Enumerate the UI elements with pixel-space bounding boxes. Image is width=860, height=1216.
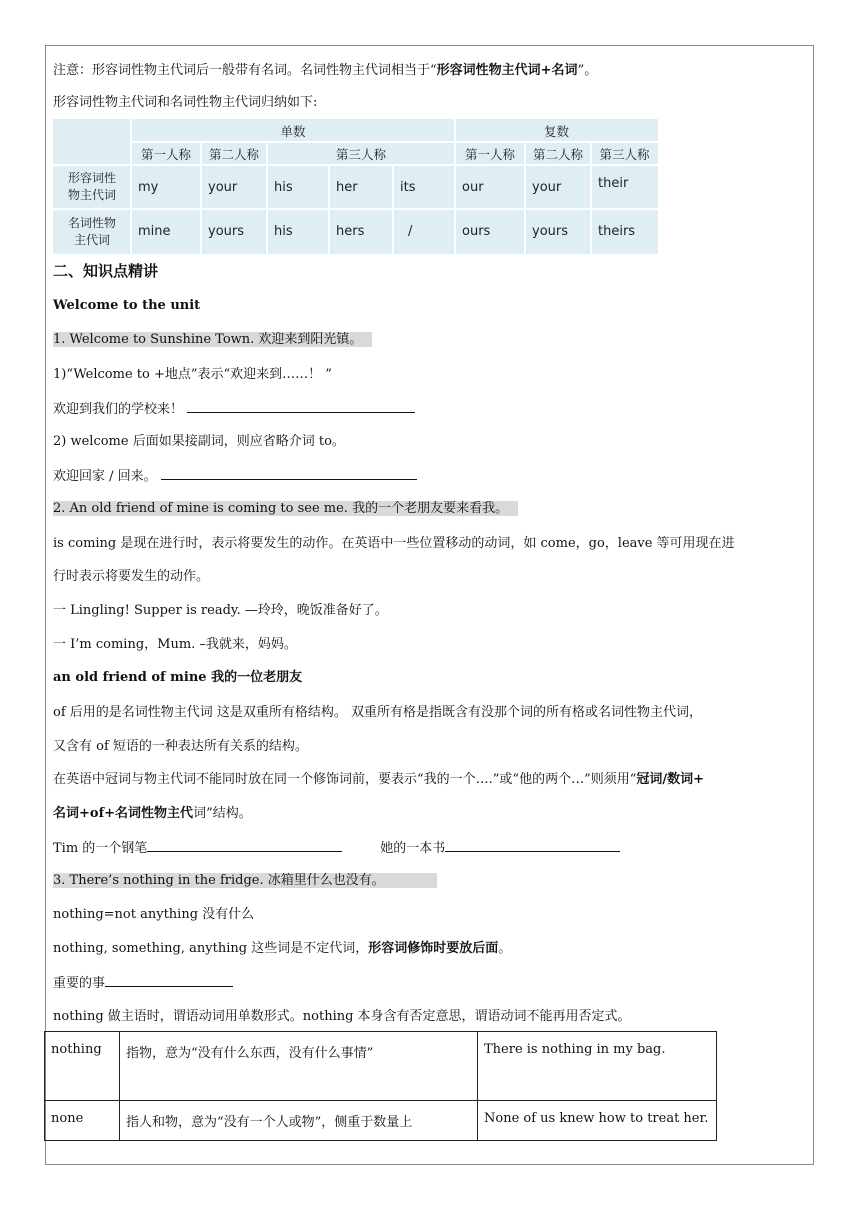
- noun-pronoun-cell: /: [408, 224, 413, 239]
- table-cell-word: none: [45, 1101, 120, 1141]
- exercise-3: Tim 的一个钢笔 她的一本书: [53, 839, 620, 858]
- item-3-point-3: nothing 做主语时，谓语动词用单数形式。nothing 本身含有否定意思，谓语动词不能再用否定式。: [53, 1009, 631, 1024]
- item-2-para-1b: 行时表示将要发生的动作。: [53, 569, 210, 584]
- row-label-noun: 名词性物主代词: [67, 215, 116, 247]
- item-1-point-2: 2) welcome 后面如果接副词，则应省略介词 to。: [53, 434, 345, 449]
- adj-pronoun-cell: my: [138, 179, 159, 195]
- item-2-para-2b: 又含有 of 短语的一种表达所有关系的结构。: [53, 739, 308, 754]
- grid-line: [200, 142, 202, 254]
- adj-pronoun-cell: their: [598, 175, 629, 191]
- answer-blank[interactable]: [147, 839, 342, 852]
- noun-pronoun-cell: yours: [532, 224, 569, 239]
- noun-pronoun-cell: theirs: [598, 224, 636, 239]
- item-3-point-2: nothing, something, anything 这些词是不定代词，形容词修饰时要放后面。: [53, 941, 512, 956]
- noun-pronoun-cell: mine: [138, 224, 171, 239]
- key-phrase: an old friend of mine 我的一位老朋友: [53, 670, 303, 685]
- item-2-para-3b: 名词+of+名词性物主代词”结构。: [53, 806, 252, 821]
- header-person: 第三人称: [335, 146, 386, 162]
- noun-pronoun-cell: hers: [336, 224, 365, 239]
- table-row: [45, 1032, 717, 1101]
- table-cell-example: There is nothing in my bag.: [478, 1032, 717, 1101]
- exercise-1: 欢迎到我们的学校来！: [53, 400, 415, 419]
- header-person: 第一人称: [464, 146, 515, 162]
- item-2-para-2a: of 后用的是名词性物主代词 这是双重所有格结构。 双重所有格是指既含有没那个词的所有格或名词性物主代词，: [53, 705, 703, 720]
- item-1-point-1: 1)“Welcome to +地点”表示“欢迎来到……！ ”: [53, 367, 332, 382]
- sentence-3: 3. There’s nothing in the fridge. 冰箱里什么也没有。: [53, 872, 437, 890]
- item-2-para-1a: is coming 是现在进行时，表示将要发生的动作。在英语中一些位置移动的动词，如 come，go，leave 等可用现在进: [53, 536, 735, 551]
- sentence-1: 1. Welcome to Sunshine Town. 欢迎来到阳光镇。: [53, 331, 372, 349]
- item-2-para-3a: 在英语中冠词与物主代词不能同时放在同一个修饰词前，要表示“我的一个….”或“他的两个…”则须用“冠词/数词+: [53, 772, 705, 787]
- note-line-1: 注意：形容词性物主代词后一般带有名词。名词性物主代词相当于“形容词性物主代词+名词”。: [53, 63, 598, 78]
- exercise-4: 重要的事: [53, 974, 233, 993]
- table-cell-meaning: 指人和物，意为“没有一个人或物”，侧重于数量上: [120, 1101, 478, 1141]
- possessive-pronoun-table: [53, 119, 658, 254]
- section-title: 二、知识点精讲: [53, 262, 159, 280]
- item-3-point-1: nothing=not anything 没有什么: [53, 907, 255, 922]
- unit-title: Welcome to the unit: [53, 298, 201, 313]
- note-line-2: 形容词性物主代词和名词性物主代词归纳如下:: [53, 95, 318, 110]
- adj-pronoun-cell: her: [336, 179, 358, 195]
- table-row: [45, 1101, 717, 1141]
- sentence-2: 2. An old friend of mine is coming to see me. 我的一个老朋友要来看我。: [53, 500, 518, 518]
- answer-blank[interactable]: [445, 839, 620, 852]
- grid-line: [590, 142, 592, 254]
- header-person: 第一人称: [140, 146, 191, 162]
- noun-pronoun-cell: his: [274, 224, 293, 239]
- header-plural: 复数: [543, 123, 569, 139]
- grid-line: [266, 142, 268, 254]
- grid-line: [53, 164, 658, 166]
- grid-line: [454, 119, 456, 254]
- adj-pronoun-cell: his: [274, 179, 293, 195]
- nothing-none-table: [44, 1031, 717, 1141]
- table-cell-word: nothing: [45, 1032, 120, 1101]
- dialogue-line-1: 一 Lingling! Supper is ready. —玲玲，晚饭准备好了。: [53, 603, 388, 618]
- answer-blank[interactable]: [161, 467, 417, 480]
- header-person: 第三人称: [599, 146, 650, 162]
- row-label-adjective: 形容词性物主代词: [67, 171, 116, 202]
- adj-pronoun-cell: your: [532, 179, 562, 195]
- adj-pronoun-cell: our: [462, 179, 484, 195]
- header-person: 第二人称: [532, 146, 583, 162]
- grid-line: [524, 142, 526, 254]
- answer-blank[interactable]: [105, 974, 233, 987]
- grid-line: [131, 141, 658, 143]
- exercise-2: 欢迎回家 / 回来。: [53, 467, 417, 486]
- dialogue-line-2: 一 I’m coming，Mum. –我就来，妈妈。: [53, 637, 297, 652]
- adj-pronoun-cell: its: [400, 179, 416, 195]
- noun-pronoun-cell: ours: [462, 224, 491, 239]
- header-singular: 单数: [280, 123, 306, 139]
- table-cell-example: None of us knew how to treat her.: [478, 1101, 717, 1141]
- answer-blank[interactable]: [187, 400, 415, 413]
- adj-pronoun-cell: your: [208, 179, 238, 195]
- table-cell-meaning: 指物，意为“没有什么东西，没有什么事情”: [120, 1032, 478, 1101]
- noun-pronoun-cell: yours: [208, 224, 245, 239]
- grid-line: [130, 119, 132, 254]
- header-person: 第二人称: [208, 146, 259, 162]
- grid-line: [53, 208, 658, 210]
